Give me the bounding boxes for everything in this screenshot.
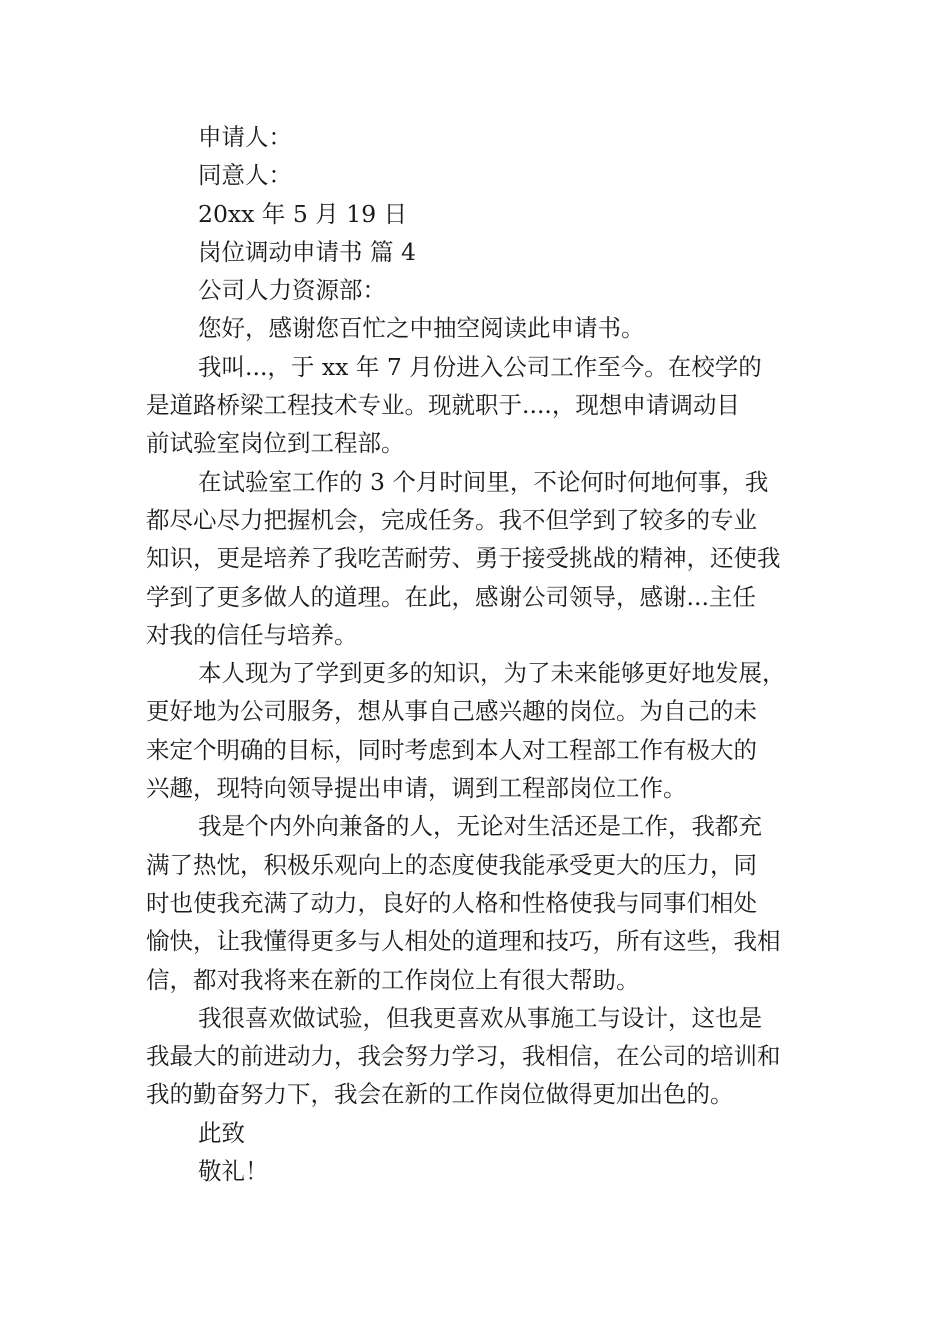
paragraph-line: 本人现为了学到更多的知识，为了未来能够更好地发展， [198,659,786,688]
recipient-line: 公司人力资源部： [198,276,386,305]
paragraph-experience [146,463,836,654]
approver-line: 同意人： [198,161,292,190]
closing-regards: 敬礼！ [198,1157,269,1186]
paragraph-reason [146,654,836,807]
paragraph-introduction [146,348,836,463]
paragraph-line: 我最大的前进动力，我会努力学习，我相信，在公司的培训和 [146,1042,781,1071]
paragraph-line: 愉快，让我懂得更多与人相处的道理和技巧，所有这些，我相 [146,927,781,956]
paragraph-line: 对我的信任与培养。 [146,620,358,649]
paragraph-motivation [146,999,836,1114]
paragraph-line: 我很喜欢做试验，但我更喜欢从事施工与设计，这也是 [198,1003,762,1032]
paragraph-line: 更好地为公司服务，想从事自己感兴趣的岗位。为自己的未 [146,697,757,726]
paragraph-line: 我叫...，于 xx 年 7 月份进入公司工作至今。在校学的 [198,352,762,381]
document-title: 岗位调动申请书 篇 4 [198,237,416,266]
applicant-line: 申请人： [198,123,292,151]
paragraph-line: 都尽心尽力把握机会，完成任务。我不但学到了较多的专业 [146,505,757,534]
paragraph-line: 时也使我充满了动力，良好的人格和性格使我与同事们相处 [146,888,757,917]
paragraph-line: 前试验室岗位到工程部。 [146,429,405,458]
paragraph-line: 在试验室工作的 3 个月时间里，不论何时何地何事，我 [198,467,769,496]
paragraph-line: 兴趣，现特向领导提出申请，调到工程部岗位工作。 [146,774,687,803]
paragraph-line: 我的勤奋努力下，我会在新的工作岗位做得更加出色的。 [146,1080,734,1109]
document-page [146,118,836,1190]
paragraph-line: 来定个明确的目标，同时考虑到本人对工程部工作有极大的 [146,735,757,764]
paragraph-line: 信，都对我将来在新的工作岗位上有很大帮助。 [146,965,640,994]
paragraph-line: 知识，更是培养了我吃苦耐劳、勇于接受挑战的精神，还使我 [146,544,781,573]
paragraph-line: 我是个内外向兼备的人，无论对生活还是工作，我都充 [198,812,762,841]
paragraph-line: 满了热忱，积极乐观向上的态度使我能承受更大的压力，同 [146,850,757,879]
closing-salutation: 此致 [198,1118,245,1147]
greeting-line: 您好，感谢您百忙之中抽空阅读此申请书。 [198,314,645,343]
paragraph-personality [146,807,836,998]
date-line: 20xx 年 5 月 19 日 [198,199,408,228]
paragraph-line: 学到了更多做人的道理。在此，感谢公司领导，感谢...主任 [146,582,756,611]
paragraph-line: 是道路桥梁工程技术专业。现就职于....，现想申请调动目 [146,391,740,420]
